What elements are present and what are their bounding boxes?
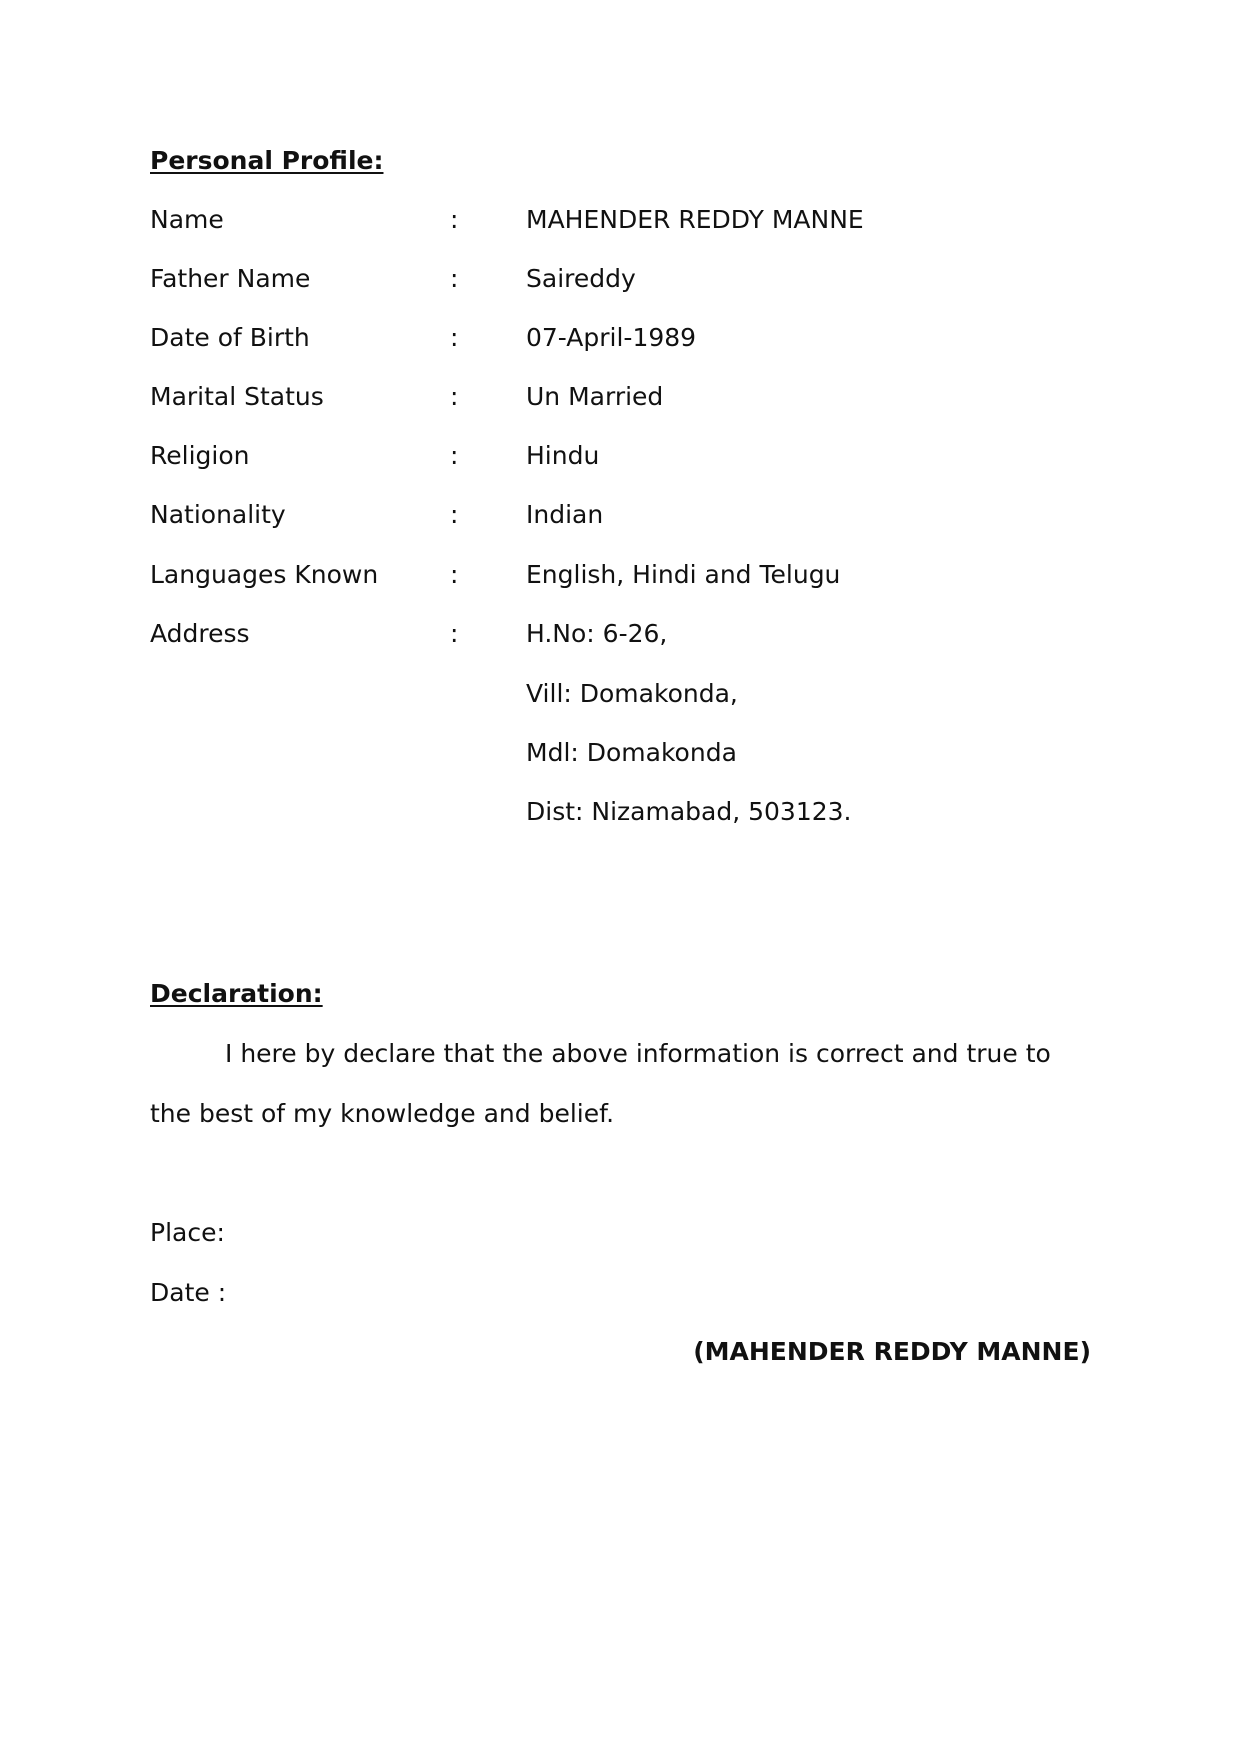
profile-label: Languages Known [150,560,379,589]
profile-separator: : [450,441,459,470]
profile-value: Hindu [526,441,600,470]
profile-separator: : [450,323,459,352]
profile-row-religion [150,441,1100,481]
declaration-text-line: I here by declare that the above information is correct and true to [225,1039,1051,1068]
profile-label: Nationality [150,500,286,529]
profile-row-date-of-birth [150,323,1100,363]
profile-label: Father Name [150,264,311,293]
personal-profile-heading: Personal Profile: [150,146,384,175]
profile-label: Address [150,619,250,648]
declaration-text-line: the best of my knowledge and belief. [150,1099,615,1128]
profile-separator: : [450,500,459,529]
profile-value: H.No: 6-26, [526,619,668,648]
profile-value: Saireddy [526,264,636,293]
profile-row-marital-status [150,382,1100,422]
address-line: Dist: Nizamabad, 503123. [526,797,852,826]
profile-separator: : [450,205,459,234]
address-line: Mdl: Domakonda [526,738,737,767]
profile-value: Indian [526,500,604,529]
profile-value: English, Hindi and Telugu [526,560,841,589]
date-label: Date : [150,1278,227,1307]
profile-label: Marital Status [150,382,324,411]
profile-value: Un Married [526,382,664,411]
profile-row-name [150,205,1100,245]
profile-label: Religion [150,441,250,470]
profile-row-address [150,619,1100,659]
declaration-heading: Declaration: [150,979,323,1008]
profile-value: 07-April-1989 [526,323,697,352]
profile-separator: : [450,619,459,648]
profile-label: Date of Birth [150,323,310,352]
signature-name: (MAHENDER REDDY MANNE) [693,1337,1091,1366]
profile-row-father-name [150,264,1100,304]
profile-separator: : [450,560,459,589]
address-line: Vill: Domakonda, [526,679,738,708]
profile-row-languages-known [150,560,1100,600]
profile-value: MAHENDER REDDY MANNE [526,205,864,234]
profile-row-nationality [150,500,1100,540]
profile-label: Name [150,205,224,234]
place-label: Place: [150,1218,225,1247]
profile-separator: : [450,264,459,293]
profile-separator: : [450,382,459,411]
